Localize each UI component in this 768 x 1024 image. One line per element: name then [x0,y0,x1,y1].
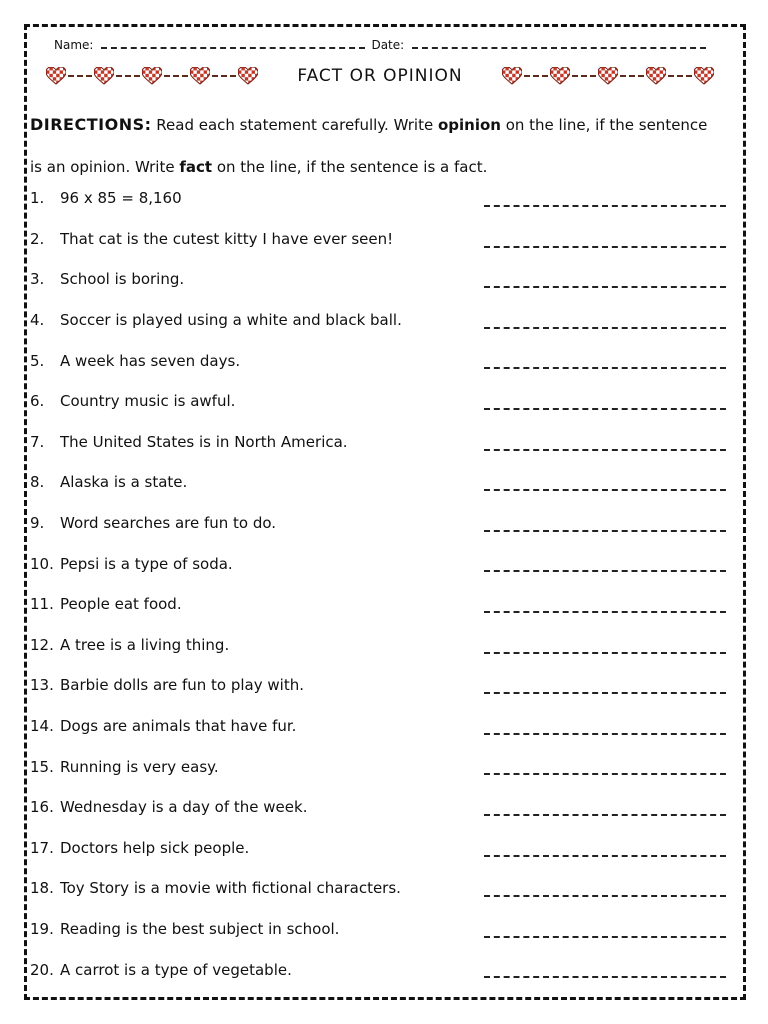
checkered-heart-icon [94,67,114,85]
title-row [46,64,714,88]
answer-line[interactable] [484,570,726,572]
question-text: Barbie dolls are fun to play with. [60,676,304,695]
checkered-heart-icon [142,67,162,85]
question-row [30,543,730,584]
answer-line[interactable] [484,205,726,207]
question-text: School is boring. [60,270,185,289]
question-row [30,178,730,219]
answer-line[interactable] [484,895,726,897]
chain-dash [212,75,236,77]
question-text: Word searches are fun to do. [60,514,277,533]
question-text: Running is very easy. [60,757,219,776]
answer-line[interactable] [484,652,726,654]
question-row [30,219,730,260]
date-label: Date: [371,38,405,52]
answer-line[interactable] [484,530,726,532]
question-row [30,422,730,463]
directions-label: DIRECTIONS: [30,115,152,134]
checkered-heart-icon [190,67,210,85]
question-text: A tree is a living thing. [60,635,230,654]
chain-dash [116,75,140,77]
answer-line[interactable] [484,449,726,451]
chain-dash [524,75,548,77]
question-row [30,340,730,381]
question-number: 11. [30,595,54,614]
question-text: Alaska is a state. [60,473,188,492]
directions [30,104,720,188]
name-date-row [54,32,720,52]
question-number: 10. [30,554,54,573]
question-number: 16. [30,798,54,817]
checkered-heart-icon [238,67,258,85]
question-number: 14. [30,717,54,736]
page-title: FACT OR OPINION [297,66,463,86]
question-row [30,828,730,869]
question-list [30,178,730,990]
question-number: 12. [30,635,54,654]
answer-line[interactable] [484,327,726,329]
answer-line[interactable] [484,611,726,613]
question-number: 3. [30,270,45,289]
directions-text-2: on the line, if the sentence is an opinion. Write [30,116,708,176]
checkered-heart-icon [646,67,666,85]
answer-line[interactable] [484,976,726,978]
checkered-heart-icon [694,67,714,85]
question-row [30,503,730,544]
question-number: 17. [30,838,54,857]
name-label: Name: [54,38,94,52]
chain-dash [668,75,692,77]
chain-dash [164,75,188,77]
question-row [30,665,730,706]
answer-line[interactable] [484,408,726,410]
checkered-heart-icon [598,67,618,85]
question-row [30,746,730,787]
answer-line[interactable] [484,855,726,857]
question-text: That cat is the cutest kitty I have ever seen! [60,229,394,248]
question-number: 2. [30,229,45,248]
directions-word-opinion: opinion [437,116,501,134]
question-row [30,868,730,909]
name-field[interactable] [101,47,365,49]
directions-text-1: Read each statement carefully. Write [151,116,438,134]
question-row [30,584,730,625]
question-row [30,462,730,503]
question-text: People eat food. [60,595,182,614]
question-number: 18. [30,879,54,898]
directions-word-fact: fact [179,158,213,176]
answer-line[interactable] [484,367,726,369]
question-number: 6. [30,392,45,411]
checkered-heart-icon [550,67,570,85]
question-number: 1. [30,189,45,208]
question-text: Country music is awful. [60,392,236,411]
question-number: 20. [30,960,54,979]
question-number: 8. [30,473,45,492]
question-number: 15. [30,757,54,776]
question-number: 5. [30,351,45,370]
question-number: 13. [30,676,54,695]
answer-line[interactable] [484,814,726,816]
question-row [30,300,730,341]
question-number: 4. [30,311,45,330]
chain-dash [620,75,644,77]
question-number: 7. [30,432,45,451]
answer-line[interactable] [484,936,726,938]
question-text: Pepsi is a type of soda. [60,554,233,573]
chain-dash [68,75,92,77]
answer-line[interactable] [484,286,726,288]
question-number: 9. [30,514,45,533]
question-row [30,259,730,300]
question-text: Wednesday is a day of the week. [60,798,308,817]
question-text: The United States is in North America. [60,432,348,451]
chain-dash [572,75,596,77]
question-row [30,787,730,828]
answer-line[interactable] [484,733,726,735]
question-text: A carrot is a type of vegetable. [60,960,292,979]
question-text: Doctors help sick people. [60,838,250,857]
question-text: Reading is the best subject in school. [60,919,340,938]
question-row [30,381,730,422]
question-text: Soccer is played using a white and black ball. [60,311,402,330]
question-text: A week has seven days. [60,351,241,370]
question-row [30,706,730,747]
question-text: Dogs are animals that have fur. [60,717,297,736]
checkered-heart-icon [46,67,66,85]
answer-line[interactable] [484,692,726,694]
answer-line[interactable] [484,489,726,491]
question-row [30,625,730,666]
heart-chain-right [502,67,714,85]
date-field[interactable] [412,47,706,49]
checkered-heart-icon [502,67,522,85]
answer-line[interactable] [484,773,726,775]
heart-chain-left [46,67,258,85]
directions-text-3: on the line, if the sentence is a fact. [212,158,488,176]
question-text: Toy Story is a movie with fictional characters. [60,879,401,898]
question-text: 96 x 85 = 8,160 [60,189,182,208]
answer-line[interactable] [484,246,726,248]
question-number: 19. [30,919,54,938]
question-row [30,909,730,950]
question-row [30,949,730,990]
